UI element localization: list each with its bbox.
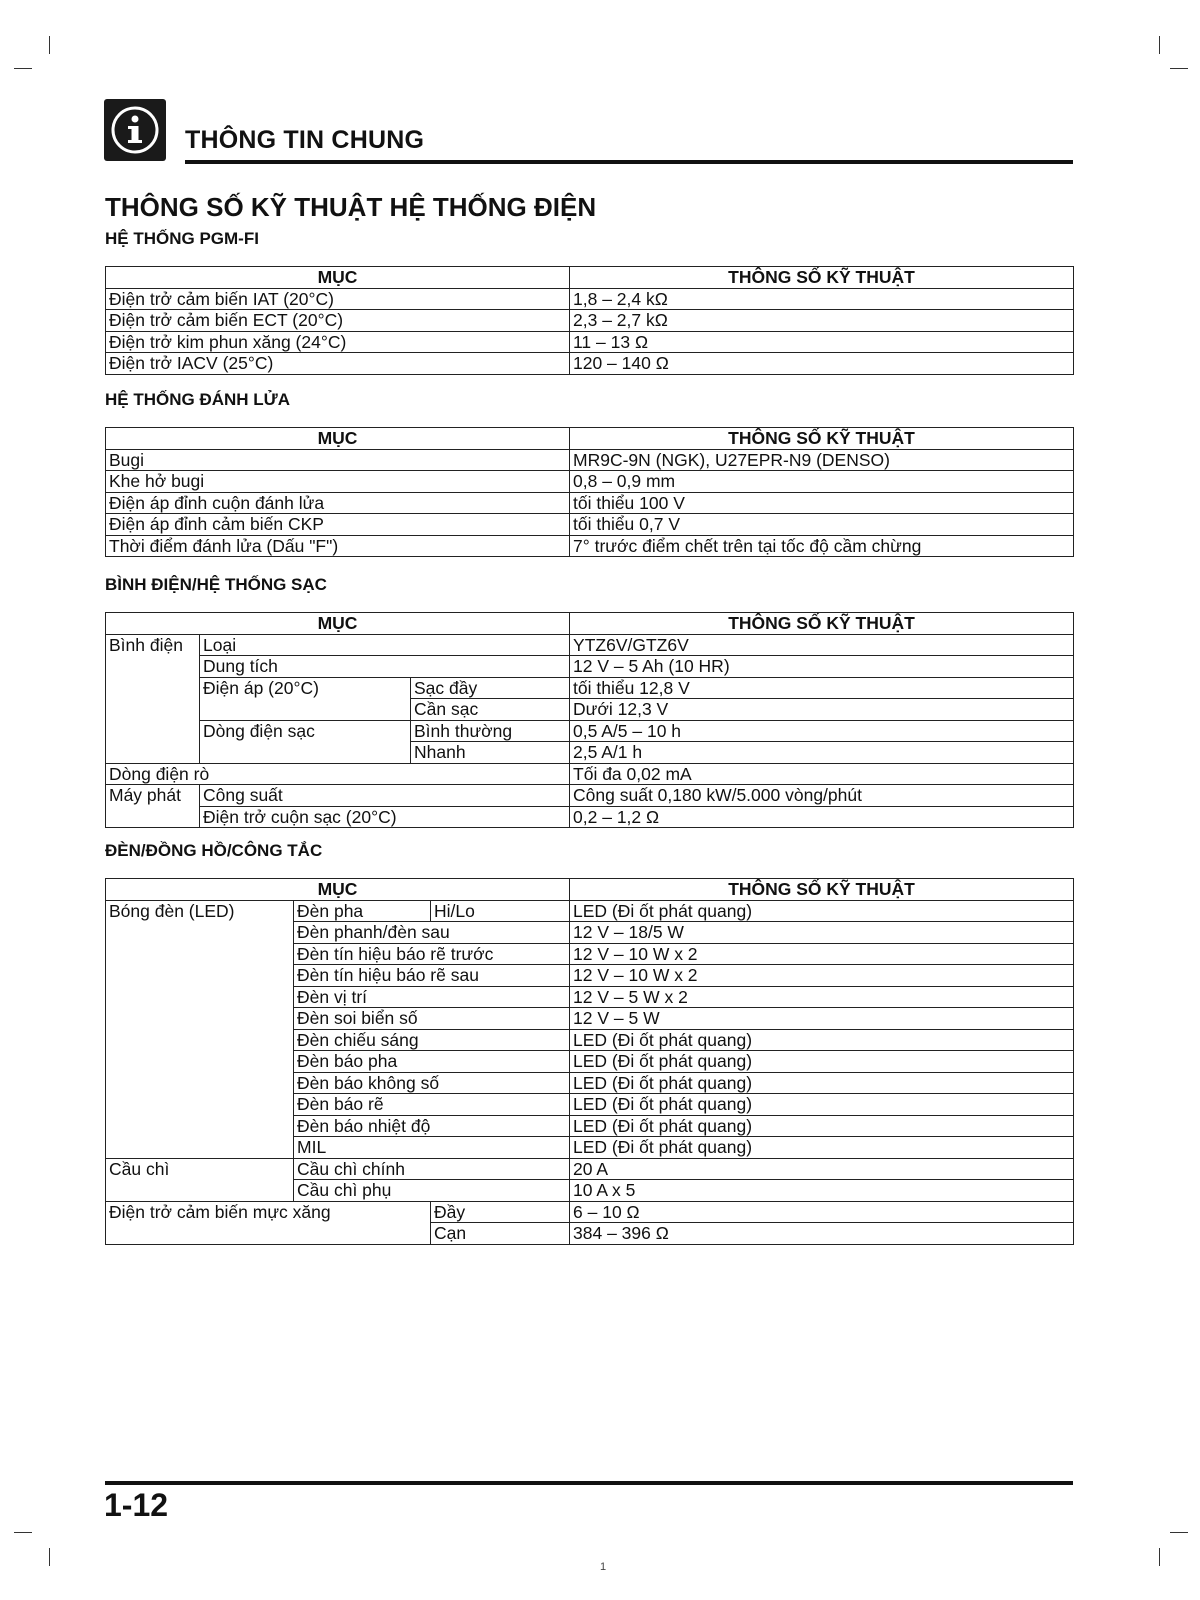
table-header-row [106,428,1074,450]
col-spec-header: THÔNG SỐ KỸ THUẬT [570,267,1074,289]
spec-cell: 0,2 – 1,2 Ω [570,806,1074,828]
item-cell: Bugi [106,449,570,471]
item-cell: Cầu chì phụ [294,1180,570,1202]
alternator-label: Máy phát [106,785,200,828]
col-spec-header: THÔNG SỐ KỸ THUẬT [570,428,1074,450]
item-cell: Cạn [431,1223,570,1245]
item-cell: Cầu chì chính [294,1158,570,1180]
lights-table [105,878,1074,1245]
item-cell: Đèn pha [294,900,431,922]
table-row [106,1201,1074,1223]
item-cell: Thời điểm đánh lửa (Dấu "F") [106,535,570,557]
spec-cell: 12 V – 18/5 W [570,922,1074,944]
header-rule [185,160,1073,164]
table-row [106,720,1074,742]
item-cell: Điện áp đỉnh cuộn đánh lửa [106,492,570,514]
item-cell: Sạc đầy [411,677,570,699]
table-row [106,288,1074,310]
spec-cell: 1,8 – 2,4 kΩ [570,288,1074,310]
item-cell: Điện áp đỉnh cảm biến CKP [106,514,570,536]
spec-cell: tối thiểu 0,7 V [570,514,1074,536]
spec-cell: LED (Đi ốt phát quang) [570,1137,1074,1159]
item-cell: Nhanh [411,742,570,764]
footer-rule [105,1481,1073,1485]
spec-cell: 384 – 396 Ω [570,1223,1074,1245]
print-mark: 1 [600,1561,607,1573]
col-item-header: MỤC [106,613,570,635]
crop-mark [1159,1548,1160,1566]
item-cell: Đèn báo không số [294,1072,570,1094]
item-cell: Đầy [431,1201,570,1223]
item-cell: Đèn soi biển số [294,1008,570,1030]
crop-mark [1170,1532,1188,1533]
item-cell: Đèn báo pha [294,1051,570,1073]
crop-mark [14,1532,32,1533]
spec-cell: 7° trước điểm chết trên tại tốc độ cầm chừng [570,535,1074,557]
table-row [106,677,1074,699]
spec-cell: LED (Đi ốt phát quang) [570,900,1074,922]
spec-cell: 12 V – 5 W x 2 [570,986,1074,1008]
page-title: THÔNG SỐ KỸ THUẬT HỆ THỐNG ĐIỆN [105,192,597,222]
spec-cell: tối thiểu 100 V [570,492,1074,514]
table-header-row [106,879,1074,901]
item-cell: Loại [200,634,570,656]
item-cell: Đèn vị trí [294,986,570,1008]
spec-cell: Dưới 12,3 V [570,699,1074,721]
item-cell: Khe hở bugi [106,471,570,493]
table-row [106,514,1074,536]
table-row [106,785,1074,807]
spec-cell: 12 V – 5 Ah (10 HR) [570,656,1074,678]
spec-cell: 12 V – 5 W [570,1008,1074,1030]
table-row [106,1158,1074,1180]
fuse-label: Cầu chì [106,1158,294,1201]
fuel-sensor-label: Điện trở cảm biến mực xăng [106,1201,431,1244]
spec-cell: 0,5 A/5 – 10 h [570,720,1074,742]
charge-current-label: Dòng điện sạc [200,720,411,763]
item-cell: Công suất [200,785,570,807]
table-row [106,353,1074,375]
section-title-ignition: HỆ THỐNG ĐÁNH LỬA [105,390,291,409]
item-cell: Đèn báo nhiệt độ [294,1115,570,1137]
item-cell: Đèn tín hiệu báo rẽ sau [294,965,570,987]
table-row [106,763,1074,785]
spec-cell: 11 – 13 Ω [570,331,1074,353]
item-cell: Điện trở cảm biến ECT (20°C) [106,310,570,332]
table-row [106,806,1074,828]
spec-cell: 2,5 A/1 h [570,742,1074,764]
item-cell: Điện trở cảm biến IAT (20°C) [106,288,570,310]
item-cell: Đèn chiếu sáng [294,1029,570,1051]
pgmfi-table [105,266,1074,375]
item-cell: Cần sạc [411,699,570,721]
crop-mark [49,36,50,54]
crop-mark [14,68,32,69]
header-title: THÔNG TIN CHUNG [185,126,425,154]
spec-cell: LED (Đi ốt phát quang) [570,1029,1074,1051]
item-cell: Điện trở cuộn sạc (20°C) [200,806,570,828]
battery-label: Bình điện [106,634,200,763]
section-title-battery: BÌNH ĐIỆN/HỆ THỐNG SẠC [105,575,327,594]
battery-table [105,612,1074,828]
item-cell: Điện trở kim phun xăng (24°C) [106,331,570,353]
table-row [106,492,1074,514]
spec-cell: 0,8 – 0,9 mm [570,471,1074,493]
item-cell: Đèn báo rẽ [294,1094,570,1116]
table-header-row [106,613,1074,635]
spec-cell: 12 V – 10 W x 2 [570,965,1074,987]
table-row [106,634,1074,656]
spec-cell: tối thiểu 12,8 V [570,677,1074,699]
item-cell: Đèn tín hiệu báo rẽ trước [294,943,570,965]
spec-cell: 2,3 – 2,7 kΩ [570,310,1074,332]
item-cell: Dòng điện rò [106,763,570,785]
crop-mark [49,1548,50,1566]
item-cell: Bình thường [411,720,570,742]
item-cell: Dung tích [200,656,570,678]
table-row [106,471,1074,493]
col-item-header: MỤC [106,879,570,901]
spec-cell: LED (Đi ốt phát quang) [570,1051,1074,1073]
crop-mark [1170,68,1188,69]
spec-cell: YTZ6V/GTZ6V [570,634,1074,656]
voltage-label: Điện áp (20°C) [200,677,411,720]
ignition-table [105,427,1074,557]
crop-mark [1159,36,1160,54]
spec-cell: Tối đa 0,02 mA [570,763,1074,785]
table-row [106,449,1074,471]
col-item-header: MỤC [106,428,570,450]
spec-cell: 20 A [570,1158,1074,1180]
table-row [106,331,1074,353]
table-row [106,535,1074,557]
spec-cell: 120 – 140 Ω [570,353,1074,375]
page-number: 1-12 [104,1487,169,1523]
table-row [106,310,1074,332]
section-title-lights: ĐÈN/ĐỒNG HỒ/CÔNG TẮC [105,841,323,860]
spec-cell: Công suất 0,180 kW/5.000 vòng/phút [570,785,1074,807]
spec-cell: LED (Đi ốt phát quang) [570,1094,1074,1116]
spec-cell: LED (Đi ốt phát quang) [570,1115,1074,1137]
table-row [106,900,1074,922]
info-icon [104,99,166,161]
section-title-pgmfi: HỆ THỐNG PGM-FI [105,229,259,248]
spec-cell: LED (Đi ốt phát quang) [570,1072,1074,1094]
spec-cell: 10 A x 5 [570,1180,1074,1202]
item-cell: Hi/Lo [431,900,570,922]
col-spec-header: THÔNG SỐ KỸ THUẬT [570,613,1074,635]
spec-cell: MR9C-9N (NGK), U27EPR-N9 (DENSO) [570,449,1074,471]
bulbs-label: Bóng đèn (LED) [106,900,294,1158]
col-item-header: MỤC [106,267,570,289]
item-cell: MIL [294,1137,570,1159]
table-header-row [106,267,1074,289]
table-row [106,656,1074,678]
col-spec-header: THÔNG SỐ KỸ THUẬT [570,879,1074,901]
item-cell: Đèn phanh/đèn sau [294,922,570,944]
spec-cell: 6 – 10 Ω [570,1201,1074,1223]
spec-cell: 12 V – 10 W x 2 [570,943,1074,965]
item-cell: Điện trở IACV (25°C) [106,353,570,375]
